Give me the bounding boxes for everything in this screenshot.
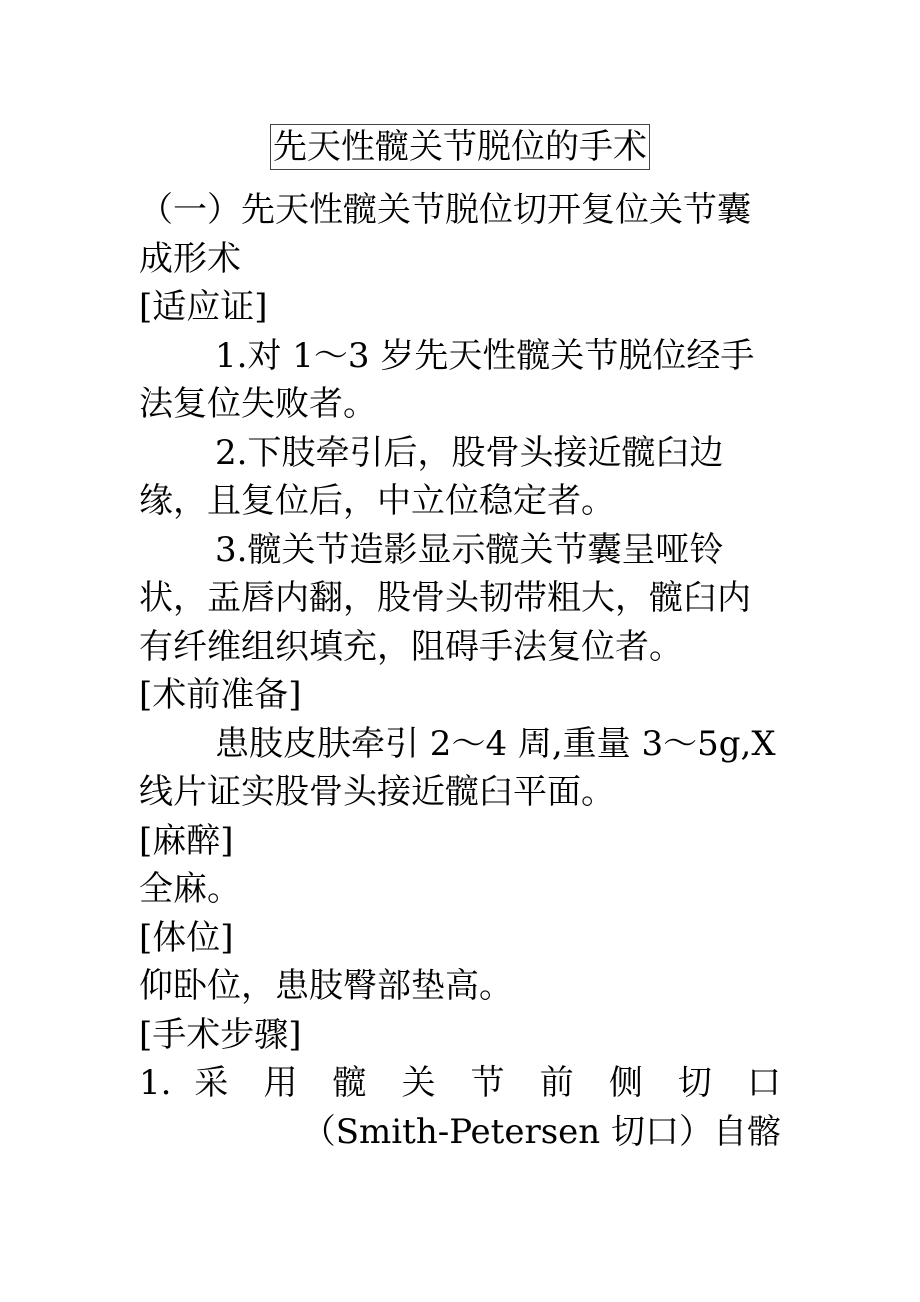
step-1-line-2: （Smith-Petersen 切口）自髂 [301, 1111, 781, 1152]
section-heading: （一）先天性髋关节脱位切开复位关节囊成形术 [139, 190, 751, 279]
indications-label: [适应证] [139, 287, 268, 327]
document-body [139, 186, 781, 1156]
indication-item-3: 3.髋关节造影显示髋关节囊呈哑铃状，盂唇内翻，股骨头韧带粗大，髋臼内有纤维组织填充，阻碍手法复位者。 [139, 529, 751, 667]
steps-label: [手术步骤] [139, 1014, 302, 1055]
preop-text: 患肢皮肤牵引 2～4 周,重量 3～5g,X 线片证实股骨头接近髋臼平面。 [139, 723, 776, 812]
title-area [0, 124, 920, 170]
step-1-line-1: 1. 采 用 髋 关 节 前 侧 切 口 [139, 1063, 781, 1103]
anesthesia-text: 全麻。 [139, 869, 241, 909]
position-text: 仰卧位，患肢臀部垫高。 [139, 966, 513, 1006]
document-title: 先天性髋关节脱位的手术 [270, 124, 650, 170]
indication-item-2: 2.下肢牵引后，股骨头接近髋臼边缘，且复位后，中立位稳定者。 [139, 432, 724, 521]
anesthesia-label: [麻醉] [139, 820, 234, 861]
position-label: [体位] [139, 917, 234, 958]
preop-label: [术前准备] [139, 675, 302, 715]
indication-item-1: 1.对 1～3 岁先天性髋关节脱位经手法复位失败者。 [139, 335, 755, 424]
